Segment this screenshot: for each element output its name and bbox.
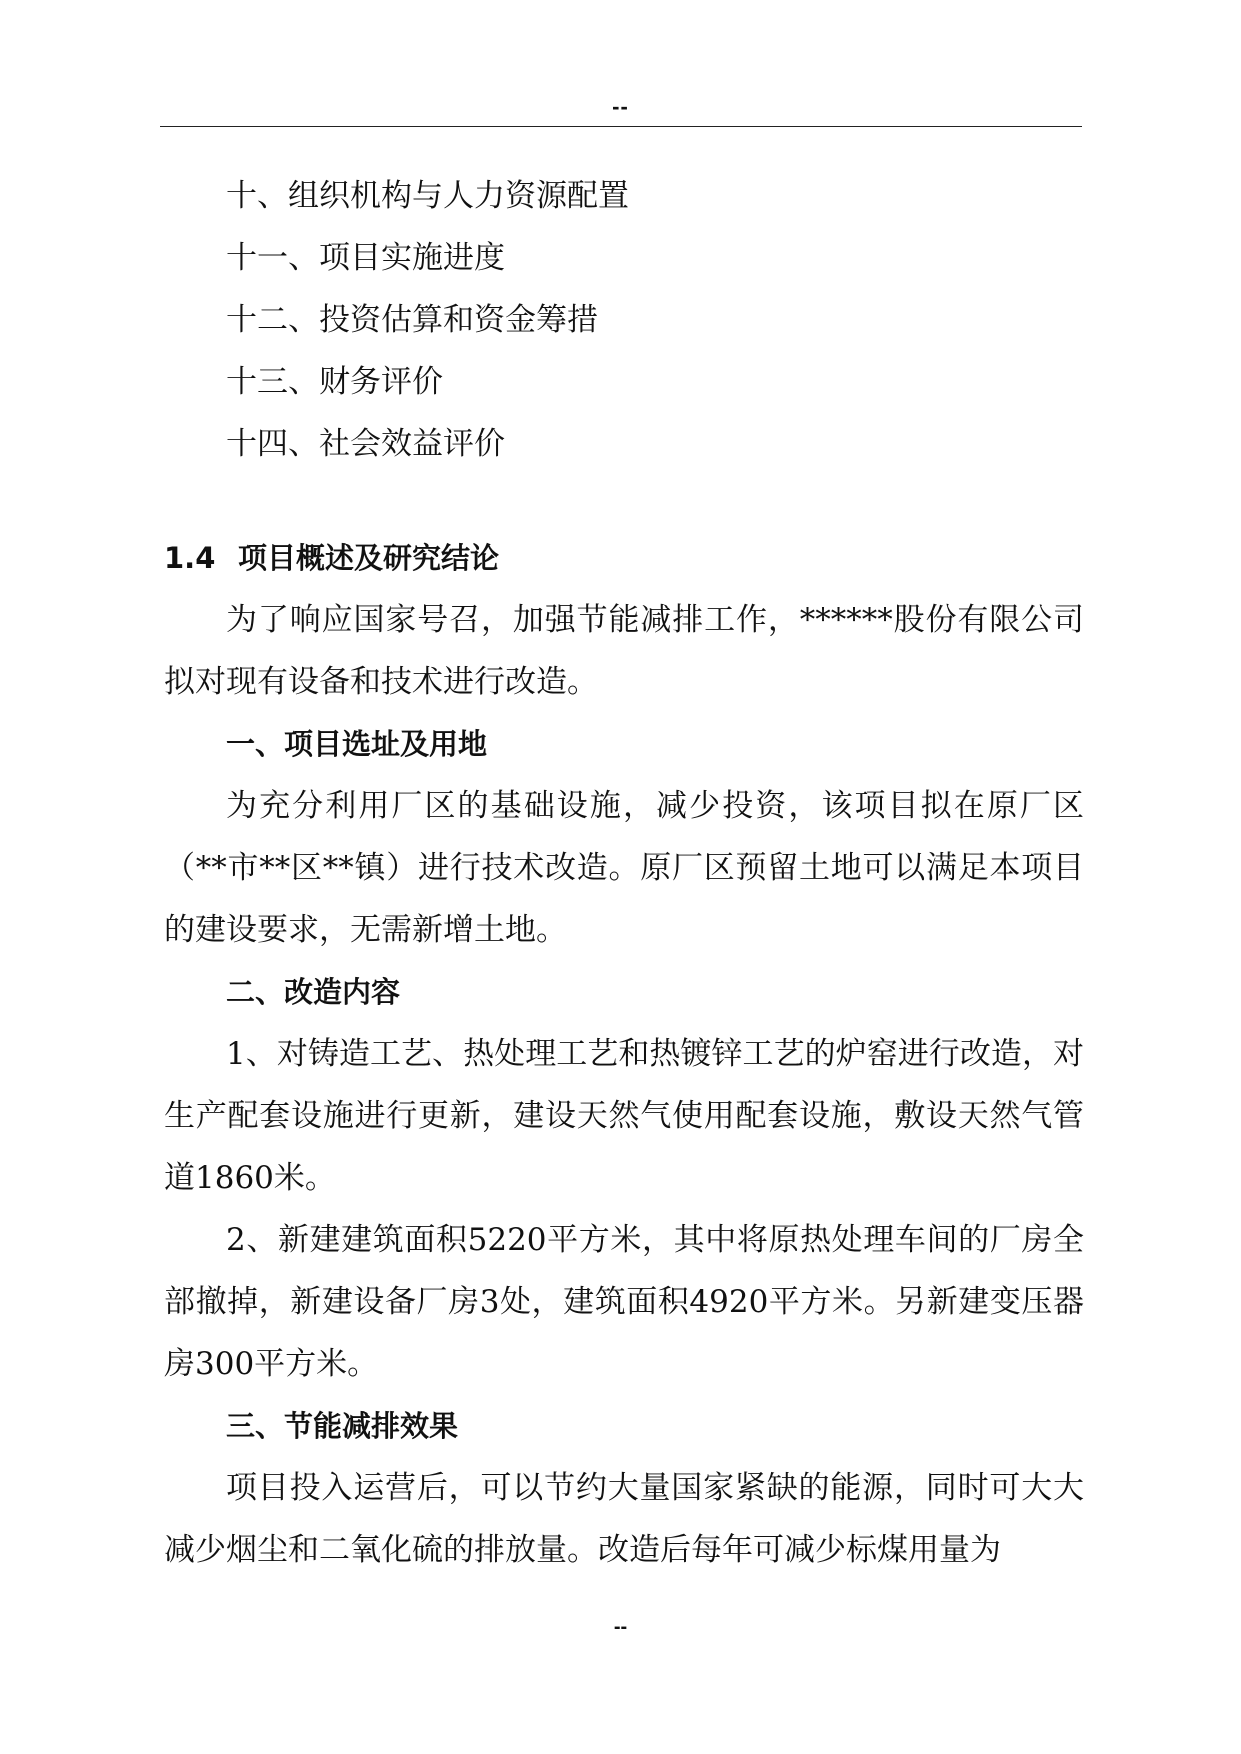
subsection-heading-content: 二、改造内容 — [226, 975, 401, 1009]
document-body — [164, 165, 1084, 1581]
section-heading — [164, 527, 1084, 589]
toc-item-13: 十三、财务评价 — [226, 364, 443, 400]
section-number: 1.4 — [164, 541, 216, 575]
subsection-heading-effect: 三、节能减排效果 — [226, 1409, 459, 1443]
section-title: 项目概述及研究结论 — [238, 541, 500, 575]
content-paragraph-2: 2、新建建筑面积5220平方米，其中将原热处理车间的厂房全部撤掉，新建设备厂房3处，建筑面积4920平方米。另新建变压器房300平方米。 — [164, 1222, 1084, 1382]
content-paragraph-1: 1、对铸造工艺、热处理工艺和热镀锌工艺的炉窑进行改造，对生产配套设施进行更新，建设天然气使用配套设施，敷设天然气管道1860米。 — [164, 1036, 1084, 1196]
toc-item-14: 十四、社会效益评价 — [226, 426, 505, 462]
toc-item-10: 十、组织机构与人力资源配置 — [226, 178, 629, 214]
intro-paragraph: 为了响应国家号召，加强节能减排工作，******股份有限公司拟对现有设备和技术进行改造。 — [164, 602, 1084, 700]
header-rule — [160, 126, 1082, 127]
subsection-heading-site: 一、项目选址及用地 — [226, 727, 488, 761]
toc-item-11: 十一、项目实施进度 — [226, 240, 505, 276]
effect-paragraph: 项目投入运营后，可以节约大量国家紧缺的能源，同时可大大减少烟尘和二氧化硫的排放量。改造后每年可减少标煤用量为 — [164, 1470, 1084, 1568]
page-header-mark: -- — [612, 94, 629, 119]
page-footer-mark: -- — [613, 1616, 628, 1638]
site-paragraph: 为充分利用厂区的基础设施，减少投资，该项目拟在原厂区（**市**区**镇）进行技术改造。原厂区预留土地可以满足本项目的建设要求，无需新增土地。 — [164, 788, 1084, 948]
toc-item-12: 十二、投资估算和资金筹措 — [226, 302, 598, 338]
